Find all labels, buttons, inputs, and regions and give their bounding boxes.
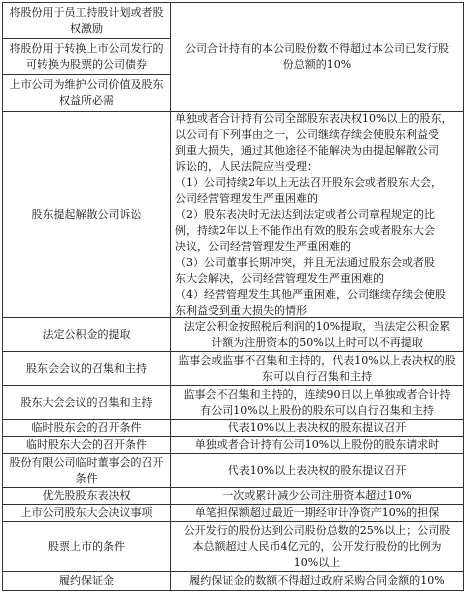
share-repurchase-group [2,2,464,112]
row-content: 法定公积金按照税后利润的10%提取，当法定公积金累 计额为注册资本的50%以上时可以不再提取 [183,319,451,349]
temp-meeting-cond-row [2,420,464,437]
group-left-column [3,3,171,111]
listed-resolution-row [2,505,464,522]
row-content: 一次或累计减少公司注册资本超过10% [222,489,412,502]
row-content: 代表10%以上表决权的股东提议召开 [227,463,407,477]
general-meeting-row [2,386,464,420]
row-content: 履约保证金的数额不得超过政府采购合同金额的10% [189,574,445,587]
row-content: 公开发行的股份达到公司股份总数的25%以上；公司股 本总额超过人民币4亿元的，公开发行股份的比例为 10%以上 [183,523,451,569]
row-content: 单独或者合计持有公司10%以上股份的股东请求时 [194,438,440,451]
row-label: 上市公司股东大会决议事项 [3,505,171,521]
performance-bond-row [2,572,464,591]
row-label: 股东会会议的召集和主持 [3,352,171,385]
row-label: 股东提起解散公司诉讼 [3,112,171,317]
row-label: 临时股东会的召开条件 [3,420,171,436]
row-label-company-value: 上市公司为维护公司价值及股东权益所必需 [9,78,164,107]
row-label: 股东大会会议的召集和主持 [3,386,171,419]
preferred-vote-row [2,488,464,505]
shareholder-meeting-row [2,352,464,386]
row-content: 单独或者合计持有公司全部股东表决权10%以上的股东， 以公司有下列事由之一，公司继续存续会使股东利益受 到重大损失，通过其他途径不能解决为由提起解散公司 诉讼的，人民法院应当受理： （1）公司持续2年以上无法召开股东会或者股东大会， 公司经营管理发生严重困难的 （2）股东表决时无法达到法定或者公司章程规定的比 例，持续2年以上不能作出有效的股东会或者股东大会 决议，公司经营管理发生严重困难的 （3）公司董事长期冲突，并且无法通过股东会或者股 东大会解决，公司经营管理发生严重困难的 （4）经营管理发生其他严重困难，公司继续存续会使股 东利益受到重大损失的情形 [175,111,453,317]
dissolution-lawsuit-row [2,112,464,318]
row-content: 监事会不召集和主持的，连续90日以上单独或者合计持 有公司10%以上股份的股东可以自行召集和主持 [183,387,451,417]
row-label: 股份有限公司临时董事会的召开条件 [3,454,171,487]
row-label: 法定公积金的提取 [3,318,171,351]
row-label: 优先股股东表决权 [3,488,171,504]
regulation-table [2,2,464,591]
listing-conditions-row [2,522,464,572]
table-body [2,112,464,591]
temp-general-meeting-row [2,437,464,454]
statutory-reserve-row [2,318,464,352]
row-content: 代表10%以上表决权的股东提议召开 [227,421,407,434]
row-label: 股票上市的条件 [3,522,171,571]
row-label-convertible-bond: 将股份用于转换上市公司发行的可转换为股票的公司债券 [3,39,170,75]
row-label-employee-stock: 将股份用于员工持股计划或者股权激励 [3,3,170,39]
row-label: 临时股东大会的召开条件 [3,437,171,453]
row-content: 单笔担保额超过最近一期经审计净资产10%的担保 [194,506,440,519]
row-content: 监事会或监事不召集和主持的，代表10%以上表决权的股 东可以自行召集和主持 [178,353,456,383]
group-right-cell: 公司合计持有的本公司股份数不得超过本公司已发行股 份总额的10% [185,42,449,71]
temp-board-meeting-row [2,454,464,488]
row-label: 履约保证金 [3,572,171,590]
